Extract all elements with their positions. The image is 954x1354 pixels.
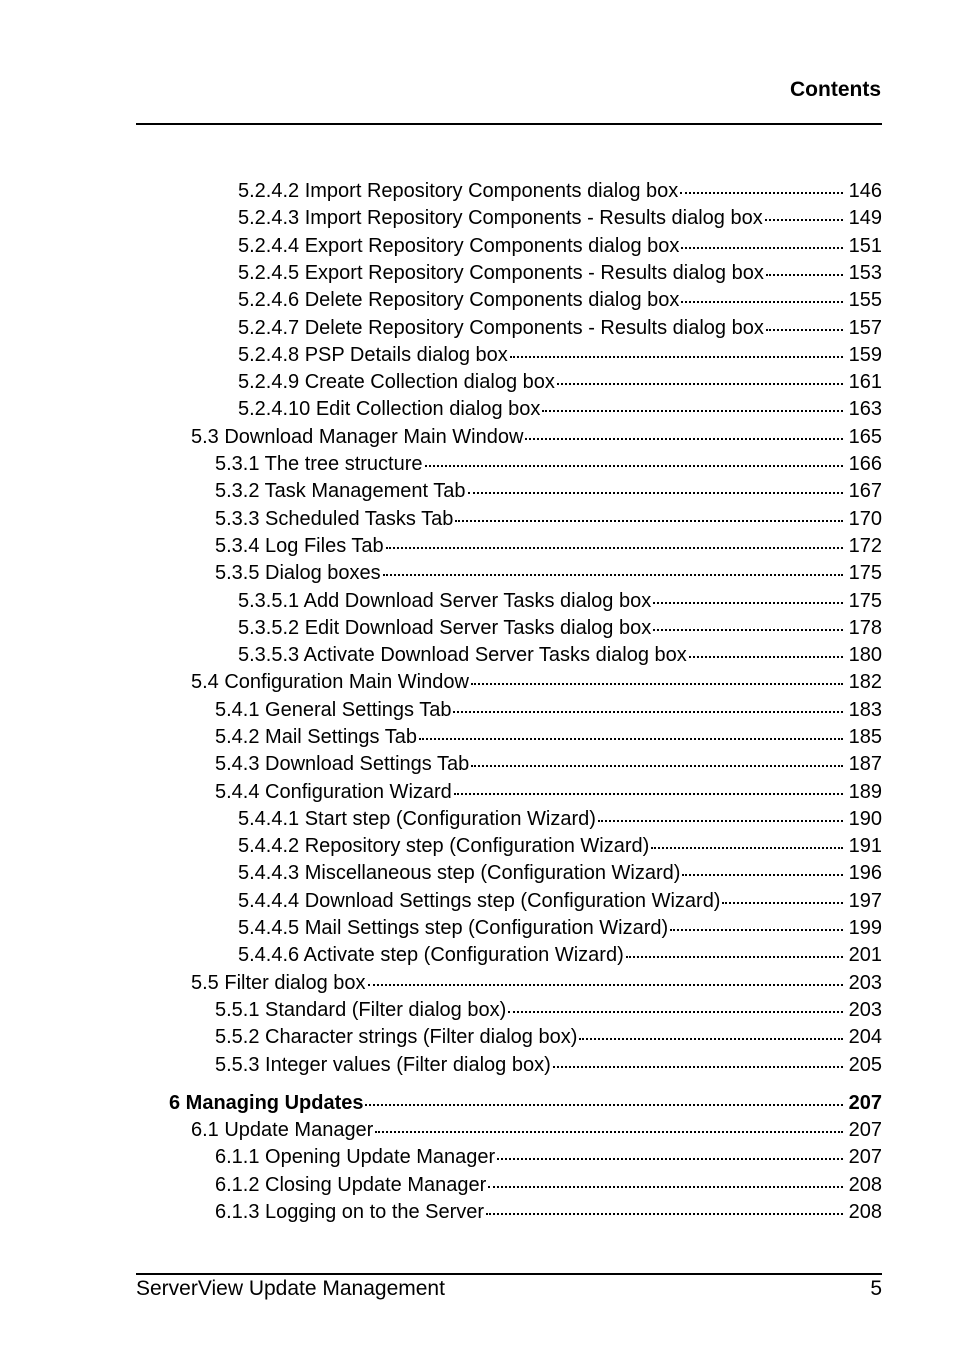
toc-entry-label: 5.2.4.10 Edit Collection dialog box <box>238 398 541 420</box>
toc-entry-label: 6.1.3 Logging on to the Server <box>215 1201 485 1223</box>
toc-entry-label: 5.4.2 Mail Settings Tab <box>215 726 417 748</box>
toc-entry-page-number: 187 <box>848 753 882 775</box>
toc-entry[interactable] <box>238 617 882 644</box>
toc-entry[interactable] <box>215 1026 882 1053</box>
toc-dot-leader <box>368 984 843 986</box>
toc-dot-leader <box>651 847 842 849</box>
toc-dot-leader <box>670 929 842 931</box>
toc-entry-label: 5.5 Filter dialog box <box>191 972 366 994</box>
toc-entry-page-number: 203 <box>848 972 882 994</box>
toc-entry-label: 5.2.4.8 PSP Details dialog box <box>238 344 508 366</box>
toc-dot-leader <box>508 1011 842 1013</box>
toc-dot-leader <box>653 602 842 604</box>
toc-entry-label: 5.4.4.3 Miscellaneous step (Configuration Wizard) <box>238 862 681 884</box>
toc-entry-label: 5.3.5.2 Edit Download Server Tasks dialog box <box>238 617 652 639</box>
toc-entry-page-number: 178 <box>848 617 882 639</box>
toc-entry-page-number: 191 <box>848 835 882 857</box>
toc-entry-page-number: 208 <box>848 1174 882 1196</box>
toc-entry[interactable] <box>215 726 882 753</box>
toc-entry[interactable] <box>238 862 882 889</box>
toc-entry[interactable] <box>238 317 882 344</box>
toc-entry[interactable] <box>215 753 882 780</box>
toc-entry-label: 5.3.3 Scheduled Tasks Tab <box>215 508 454 530</box>
toc-dot-leader <box>553 1066 843 1068</box>
toc-dot-leader <box>510 356 843 358</box>
toc-entry-label: 5.4.1 General Settings Tab <box>215 699 452 721</box>
toc-entry-label: 5.3.5.3 Activate Download Server Tasks dialog box <box>238 644 687 666</box>
toc-entry[interactable] <box>215 699 882 726</box>
toc-dot-leader <box>557 383 843 385</box>
toc-entry[interactable] <box>238 890 882 917</box>
toc-entry-label: 5.3.4 Log Files Tab <box>215 535 384 557</box>
toc-entry[interactable] <box>238 344 882 371</box>
toc-entry-page-number: 197 <box>848 890 882 912</box>
toc-dot-leader <box>626 956 843 958</box>
toc-entry-page-number: 149 <box>848 207 882 229</box>
toc-dot-leader <box>453 711 842 713</box>
toc-entry-label: 5.5.3 Integer values (Filter dialog box) <box>215 1054 551 1076</box>
toc-dot-leader <box>542 410 842 412</box>
toc-entry-page-number: 172 <box>848 535 882 557</box>
toc-entry[interactable] <box>238 207 882 234</box>
toc-entry-page-number: 155 <box>848 289 882 311</box>
page-header-title: Contents <box>790 78 881 101</box>
footer-page-number: 5 <box>870 1277 882 1300</box>
toc-entry-label: 5.4.4.6 Activate step (Configuration Wizard) <box>238 944 624 966</box>
toc-dot-leader <box>579 1038 842 1040</box>
toc-dot-leader <box>722 902 842 904</box>
toc-entry-page-number: 201 <box>848 944 882 966</box>
toc-dot-leader <box>468 492 843 494</box>
toc-entry-page-number: 153 <box>848 262 882 284</box>
toc-entry-page-number: 166 <box>848 453 882 475</box>
toc-entry[interactable] <box>238 917 882 944</box>
toc-chapter-entry[interactable] <box>169 1092 882 1119</box>
toc-entry-label: 5.2.4.7 Delete Repository Components - Results dialog box <box>238 317 764 339</box>
toc-entry-label: 5.4.4.1 Start step (Configuration Wizard) <box>238 808 596 830</box>
toc-entry-page-number: 208 <box>848 1201 882 1223</box>
toc-entry-page-number: 199 <box>848 917 882 939</box>
toc-entry-label: 5.2.4.6 Delete Repository Components dialog box <box>238 289 680 311</box>
toc-dot-leader <box>454 793 843 795</box>
toc-dot-leader <box>425 465 843 467</box>
toc-entry-label: 5.4.4 Configuration Wizard <box>215 781 452 803</box>
toc-dot-leader <box>681 301 842 303</box>
toc-entry-page-number: 165 <box>848 426 882 448</box>
toc-entry[interactable] <box>238 644 882 671</box>
toc-entry-label: 5.5.1 Standard (Filter dialog box) <box>215 999 507 1021</box>
toc-entry[interactable] <box>238 289 882 316</box>
toc-dot-leader <box>497 1158 842 1160</box>
toc-entry-label: 5.2.4.5 Export Repository Components - Results dialog box <box>238 262 764 284</box>
toc-entry-label: 5.5.2 Character strings (Filter dialog box) <box>215 1026 578 1048</box>
toc-entry-label: 5.2.4.3 Import Repository Components - Results dialog box <box>238 207 763 229</box>
toc-entry[interactable] <box>215 562 882 589</box>
toc-entry-page-number: 159 <box>848 344 882 366</box>
toc-entry-page-number: 183 <box>848 699 882 721</box>
toc-entry[interactable] <box>238 180 882 207</box>
toc-entry-label: 5.3.2 Task Management Tab <box>215 480 466 502</box>
toc-entry[interactable] <box>238 398 882 425</box>
toc-entry-page-number: 189 <box>848 781 882 803</box>
toc-entry-label: 5.2.4.2 Import Repository Components dialog box <box>238 180 679 202</box>
toc-dot-leader <box>681 247 842 249</box>
toc-entry-page-number: 205 <box>848 1054 882 1076</box>
toc-entry-label: 5.3.1 The tree structure <box>215 453 423 475</box>
footer-document-title: ServerView Update Management <box>136 1277 445 1300</box>
toc-entry-page-number: 161 <box>848 371 882 393</box>
toc-entry[interactable] <box>238 835 882 862</box>
toc-dot-leader <box>766 274 843 276</box>
toc-entry[interactable] <box>215 1201 882 1228</box>
toc-entry[interactable] <box>238 371 882 398</box>
toc-entry[interactable] <box>215 480 882 507</box>
toc-entry-label: 5.4 Configuration Main Window <box>191 671 469 693</box>
toc-dot-leader <box>598 820 843 822</box>
toc-entry-page-number: 190 <box>848 808 882 830</box>
toc-entry-page-number: 146 <box>848 180 882 202</box>
toc-entry[interactable] <box>215 1054 882 1081</box>
toc-entry[interactable] <box>215 1174 882 1201</box>
toc-dot-leader <box>471 683 843 685</box>
toc-entry-label: 5.2.4.9 Create Collection dialog box <box>238 371 555 393</box>
toc-entry-label: 6.1.2 Closing Update Manager <box>215 1174 487 1196</box>
toc-dot-leader <box>525 438 842 440</box>
toc-entry[interactable] <box>215 1146 882 1173</box>
toc-entry-label: 5.3 Download Manager Main Window <box>191 426 524 448</box>
toc-entry-page-number: 204 <box>848 1026 882 1048</box>
toc-entry-page-number: 207 <box>848 1092 882 1114</box>
toc-entry[interactable] <box>238 808 882 835</box>
toc-entry[interactable] <box>191 972 882 999</box>
toc-dot-leader <box>375 1131 842 1133</box>
toc-dot-leader <box>486 1213 843 1215</box>
toc-entry-label: 6 Managing Updates <box>169 1092 364 1114</box>
toc-entry-page-number: 167 <box>848 480 882 502</box>
toc-entry-label: 5.4.4.2 Repository step (Configuration Wizard) <box>238 835 650 857</box>
toc-entry-label: 5.3.5 Dialog boxes <box>215 562 381 584</box>
toc-dot-leader <box>386 547 843 549</box>
toc-entry-page-number: 207 <box>848 1146 882 1168</box>
toc-entry-label: 5.4.4.5 Mail Settings step (Configuration Wizard) <box>238 917 669 939</box>
toc-entry-page-number: 170 <box>848 508 882 530</box>
toc-entry[interactable] <box>191 671 882 698</box>
toc-entry-page-number: 180 <box>848 644 882 666</box>
toc-entry-label: 5.4.3 Download Settings Tab <box>215 753 470 775</box>
toc-entry[interactable] <box>238 262 882 289</box>
toc-dot-leader <box>765 219 843 221</box>
toc-entry-label: 5.4.4.4 Download Settings step (Configuration Wizard) <box>238 890 721 912</box>
toc-entry-page-number: 151 <box>848 235 882 257</box>
toc-dot-leader <box>455 520 842 522</box>
toc-entry[interactable] <box>215 508 882 535</box>
toc-dot-leader <box>653 629 842 631</box>
toc-entry-page-number: 175 <box>848 590 882 612</box>
toc-dot-leader <box>766 329 843 331</box>
toc-entry[interactable] <box>215 535 882 562</box>
toc-dot-leader <box>419 738 843 740</box>
toc-entry-label: 5.3.5.1 Add Download Server Tasks dialog box <box>238 590 652 612</box>
toc-entry[interactable] <box>215 781 882 808</box>
toc-dot-leader <box>682 874 842 876</box>
toc-entry-label: 6.1 Update Manager <box>191 1119 374 1141</box>
toc-dot-leader <box>488 1186 842 1188</box>
header-divider <box>136 123 882 125</box>
toc-entry-label: 6.1.1 Opening Update Manager <box>215 1146 496 1168</box>
toc-entry-page-number: 203 <box>848 999 882 1021</box>
toc-entry[interactable] <box>191 426 882 453</box>
toc-entry-page-number: 157 <box>848 317 882 339</box>
toc-entry-page-number: 196 <box>848 862 882 884</box>
toc-entry[interactable] <box>191 1119 882 1146</box>
footer-divider <box>136 1273 882 1275</box>
toc-entry-page-number: 163 <box>848 398 882 420</box>
toc-entry-page-number: 175 <box>848 562 882 584</box>
toc-entry-page-number: 182 <box>848 671 882 693</box>
toc-entry-label: 5.2.4.4 Export Repository Components dialog box <box>238 235 680 257</box>
toc-entry[interactable] <box>215 453 882 480</box>
toc-entry-page-number: 207 <box>848 1119 882 1141</box>
toc-dot-leader <box>689 656 843 658</box>
toc-entry[interactable] <box>238 944 882 971</box>
toc-entry[interactable] <box>238 590 882 617</box>
toc-entry-page-number: 185 <box>848 726 882 748</box>
toc-dot-leader <box>383 574 843 576</box>
toc-entry[interactable] <box>215 999 882 1026</box>
toc-dot-leader <box>680 192 842 194</box>
toc-dot-leader <box>365 1104 842 1106</box>
toc-dot-leader <box>471 765 842 767</box>
toc-entry[interactable] <box>238 235 882 262</box>
